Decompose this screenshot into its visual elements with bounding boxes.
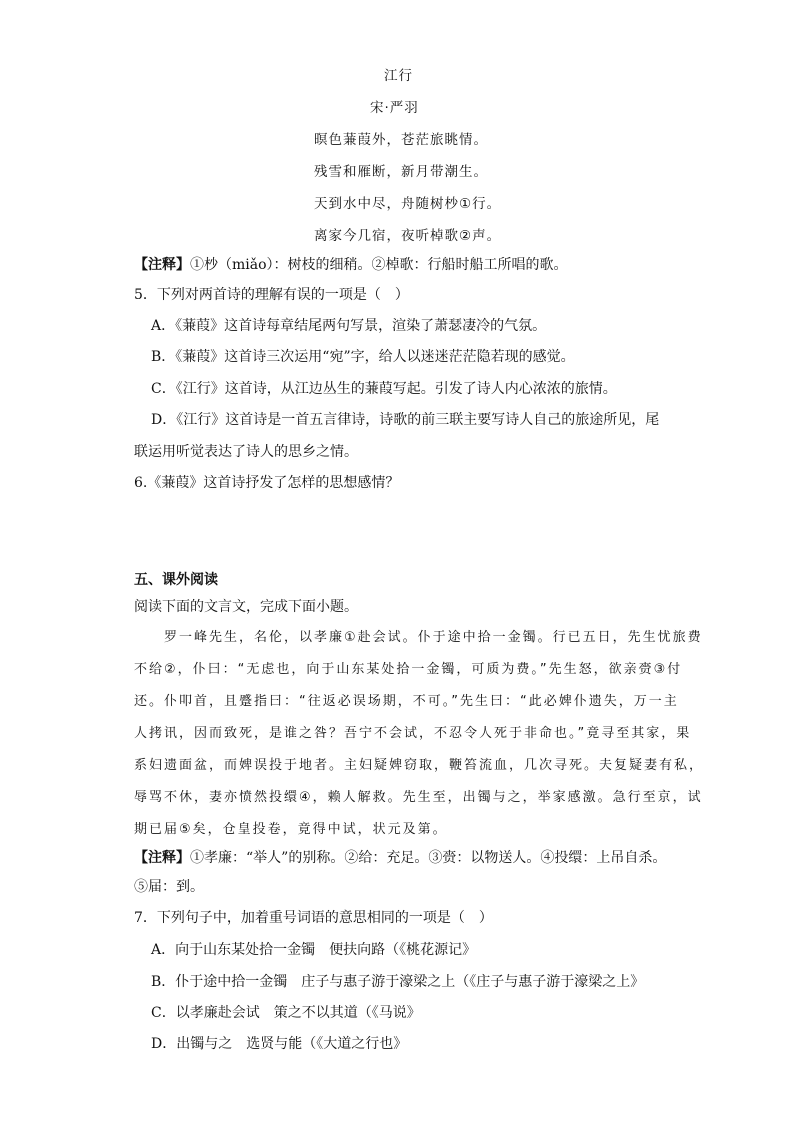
passage-line: 人拷讯，因而致死，是谁之咎？吾宁不会试，不忍令人死于非命也。”竟寻至其家，果 bbox=[134, 726, 692, 741]
question-7-option-c: C．以孝廉赴会试 策之不以其道（《马说》 bbox=[151, 1005, 421, 1021]
passage-line: 系妇遗面盆，而婢误投于地者。主妇疑婢窃取，鞭笞流血，几次寻死。夫复疑妻有私， bbox=[134, 758, 705, 773]
passage-line: 罗一峰先生，名伦，以孝廉①赴会试。仆于途中拾一金镯。行已五日，先生忧旅费 bbox=[164, 630, 703, 645]
poem-note-text: ①杪（miǎo）：树枝的细稍。②棹歌：行船时船工所唱的歌。 bbox=[190, 257, 568, 273]
question-5-option-d-cont: 联运用听觉表达了诗人的思乡之情。 bbox=[134, 444, 358, 460]
poem-line: 残雪和雁断，新月带潮生。 bbox=[314, 164, 488, 180]
passage-line: 辱骂不休，妻亦愤然投缳④，赖人解救。先生至，出镯与之，举家感激。急行至京，试 bbox=[134, 790, 703, 805]
passage-note-text: ①孝廉：“举人”的别称。②给：充足。③赍：以物送人。④投缳：上吊自杀。 bbox=[190, 850, 667, 866]
question-5-option-c: C．《江行》这首诗，从江边丛生的蒹葭写起。引发了诗人内心浓浓的旅情。 bbox=[151, 381, 617, 397]
question-7-stem: 7．下列句子中，加着重号词语的意思相同的一项是（ ） bbox=[134, 910, 493, 926]
passage-line: 不给②，仆曰：“无虑也，向于山东某处拾一金镯，可质为费。”先生怒，欲亲赍③付 bbox=[134, 662, 683, 677]
poem-author: 宋·严羽 bbox=[370, 100, 419, 116]
poem-title: 江行 bbox=[384, 68, 413, 84]
question-7-option-b: B．仆于途中拾一金镯 庄子与惠子游于濠梁之上（《庄子与惠子游于濠梁之上》 bbox=[151, 974, 645, 990]
question-5-option-b: B．《蒹葭》这首诗三次运用“宛”字，给人以迷迷茫茫隐若现的感觉。 bbox=[151, 349, 575, 365]
question-5-option-a: A．《蒹葭》这首诗每章结尾两句写景，渲染了萧瑟凄冷的气氛。 bbox=[151, 318, 547, 334]
question-7-option-a: A．向于山东某处拾一金镯 便扶向路（《桃花源记》 bbox=[151, 942, 477, 958]
passage-line: 还。仆叩首，且蹙指曰：“往返必误场期，不可。”先生曰：“此必婢仆遗失，万一主 bbox=[134, 694, 679, 709]
section-heading: 五、课外阅读 bbox=[134, 572, 218, 588]
passage-note bbox=[134, 848, 666, 868]
passage-note-label: 【注释】 bbox=[134, 850, 190, 866]
question-6-stem: 6.《蒹葭》这首诗抒发了怎样的思想感情？ bbox=[134, 475, 400, 491]
section-instruction: 阅读下面的文言文，完成下面小题。 bbox=[134, 599, 358, 615]
poem-line: 天到水中尽，舟随树杪①行。 bbox=[314, 196, 502, 212]
poem-note bbox=[134, 255, 568, 275]
poem-note-label: 【注释】 bbox=[134, 257, 190, 273]
poem-line: 暝色蒹葭外，苍茫旅眺情。 bbox=[314, 132, 488, 148]
question-5-option-d: D．《江行》这首诗是一首五言律诗，诗歌的前三联主要写诗人自己的旅途所见，尾 bbox=[151, 412, 660, 428]
question-7-option-d: D．出镯与之 选贤与能（《大道之行也》 bbox=[151, 1036, 408, 1052]
question-5-stem: 5．下列对两首诗的理解有误的一项是（ ） bbox=[134, 287, 409, 303]
passage-line: 期已届⑤矣，仓皇投卷，竟得中试，状元及第。 bbox=[134, 822, 448, 837]
poem-line: 离家今几宿，夜听棹歌②声。 bbox=[314, 228, 502, 244]
passage-note-cont: ⑤届：到。 bbox=[134, 879, 204, 895]
